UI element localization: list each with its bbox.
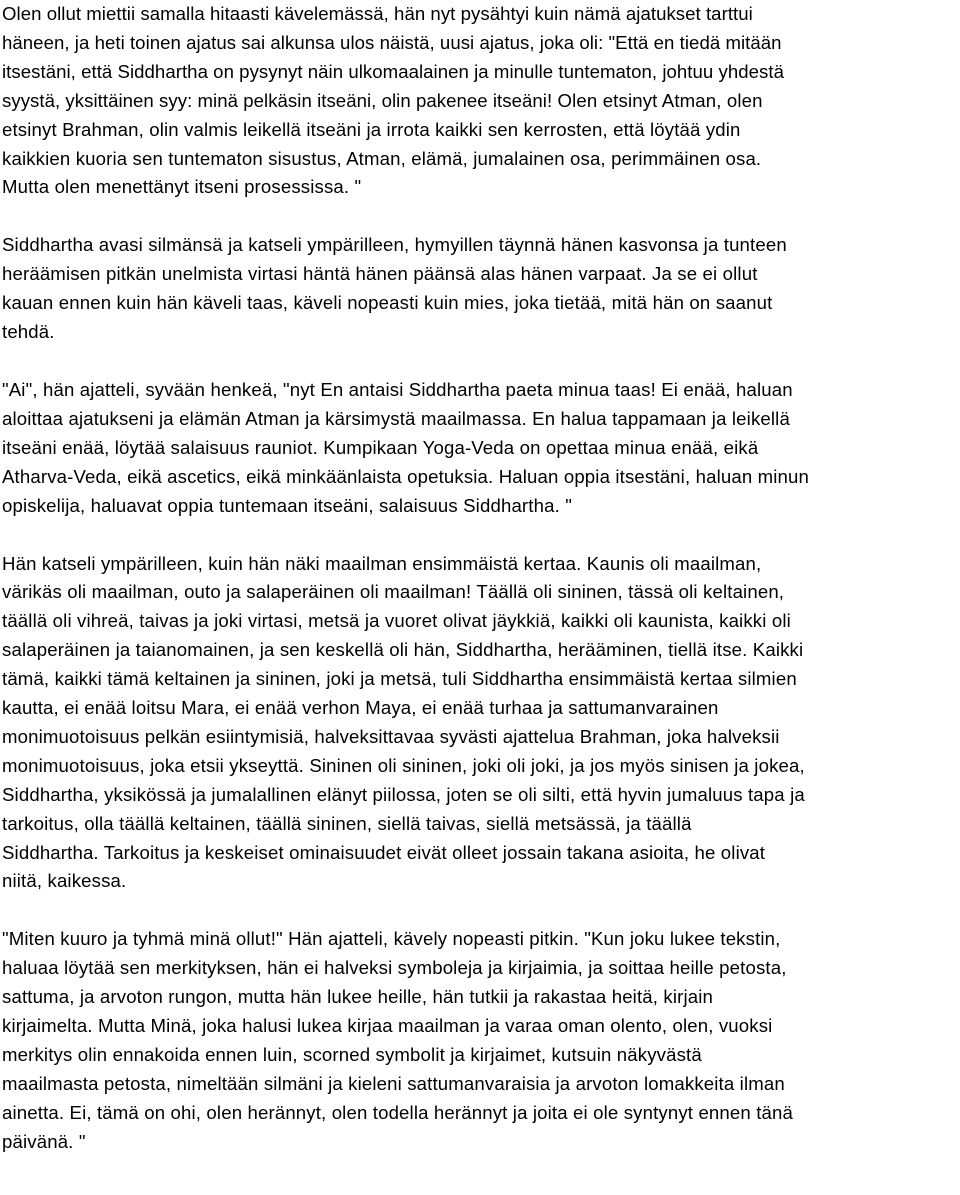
paragraph-5-segment-2: "Kun joku lukee tekstin, haluaa löytää sen merkityksen, hän ei halveksi symboleja ja kirjaimia, ja soittaa heille petosta, sattuma, ja arvoton rungon, mutta hän lukee heille, hän tutkii ja rakastaa heitä, kirjain kirjaimelta. (2, 928, 787, 1037)
paragraph-3-segment-5: Haluan oppia itsestäni, haluan minun opiskelija, haluavat oppia tuntemaan itseäni, salaisuus Siddhartha. " (2, 465, 810, 516)
paragraph-3-segment-3: En halua tappamaan ja leikellä itseäni enää, löytää salaisuus rauniot. (2, 407, 790, 458)
paragraph-5-segment-3: Mutta Minä, joka halusi lukea kirjaa maailman ja varaa oman olento, olen, vuoksi merkitys olin ennakoida ennen luin, scorned symbolit ja kirjaimet, kutsuin näkyvästä maailmasta petosta, nimeltään silmäni ja kieleni sattumanvaraisia ja arvoton lomakkeita ilman ainetta. (2, 1015, 785, 1123)
paragraph-1-segment-1: Olen ollut miettii samalla hitaasti kävelemässä, hän nyt pysähtyi kuin nämä ajatukset tarttui häneen, ja heti toinen ajatus sai alkunsa ulos näistä, uusi ajatus, joka oli: "Että en tiedä mitään itsestäni, että Siddhartha on pysynyt näin ulkomaalainen ja minulle tuntematon, johtuu yhdestä syystä, yksittäinen syy: minä pelkäsin itseäni, olin pakenee itseäni! (2, 3, 784, 111)
paragraph-4-segment-4: Kaikki tämä, kaikki tämä keltainen ja sininen, joki ja metsä, tuli Siddhartha ensimmäistä kertaa silmien kautta, ei enää loitsu Mara, ei enää verhon Maya, ei enää turhaa ja sattumanvarainen monimuotoisuus pelkän esiintymisiä, halveksittavaa syvästi ajattelua Brahman, joka halveksii monimuotoisuus, joka etsii ykseyttä. (2, 639, 804, 776)
paragraph-5-segment-4: Ei, tämä on ohi, olen herännyt, olen todella herännyt ja joita ei ole syntynyt ennen tänä päivänä. " (2, 1101, 793, 1152)
paragraph-3-segment-1: "Ai", hän ajatteli, syvään henkeä, "nyt En antaisi Siddhartha paeta minua taas! (2, 378, 656, 400)
paragraph-1 (2, 0, 960, 202)
paragraph-5-segment-1: "Miten kuuro ja tyhmä minä ollut!" Hän ajatteli, kävely nopeasti pitkin. (2, 928, 579, 950)
paragraph-3-segment-4: Kumpikaan Yoga-Veda on opettaa minua enää, eikä Atharva-Veda, eikä ascetics, eikä minkäänlaista opetuksia. (2, 436, 759, 487)
paragraph-4-segment-1: Hän katseli ympärilleen, kuin hän näki maailman ensimmäistä kertaa. (2, 552, 582, 574)
paragraph-4-segment-2: Kaunis oli maailman, värikäs oli maailman, outo ja salaperäinen oli maailman! (2, 552, 762, 603)
paragraph-4-segment-6: Tarkoitus ja keskeiset ominaisuudet eivät olleet jossain takana asioita, he olivat niitä, kaikessa. (2, 841, 766, 892)
paragraph-1-segment-2: Olen etsinyt Atman, olen etsinyt Brahman, olin valmis leikellä itseäni ja irrota kaikki sen kerrosten, että löytää ydin kaikkien kuoria sen tuntematon sisustus, Atman, elämä, jumalainen osa, perimmäinen osa. Mutta olen menettänyt itseni prosessissa. " (2, 89, 763, 198)
paragraph-3 (2, 376, 960, 521)
paragraph-4-segment-5: Sininen oli sininen, joki oli joki, ja jos myös sinisen ja jokea, Siddhartha, yksikössä ja jumalallinen elänyt piilossa, joten se oli silti, että hyvin jumaluus tapa ja tarkoitus, olla täällä keltainen, täällä sininen, siellä taivas, siellä metsässä, ja täällä Siddhartha. (2, 754, 805, 863)
paragraph-3-segment-2: Ei enää, haluan aloittaa ajatukseni ja elämän Atman ja kärsimystä maailmassa. (2, 378, 793, 429)
paragraph-2-segment-1: Siddhartha avasi silmänsä ja katseli ympärilleen, hymyillen täynnä hänen kasvonsa ja tunteen heräämisen pitkän unelmista virtasi häntä hänen päänsä alas hänen varpaat. (2, 234, 787, 285)
paragraph-2 (2, 231, 960, 347)
paragraph-5 (2, 925, 960, 1156)
paragraph-2-segment-2: Ja se ei ollut kauan ennen kuin hän käveli taas, käveli nopeasti kuin mies, joka tietää, mitä hän on saanut tehdä. (2, 263, 773, 343)
paragraph-4-segment-3: Täällä oli sininen, tässä oli keltainen, täällä oli vihreä, taivas ja joki virtasi, metsä ja vuoret olivat jäykkiä, kaikki oli kaunista, kaikki oli salaperäinen ja taianomainen, ja sen keskellä oli hän, Siddhartha, herääminen, tiellä itse. (2, 581, 791, 661)
paragraph-4 (2, 550, 960, 897)
